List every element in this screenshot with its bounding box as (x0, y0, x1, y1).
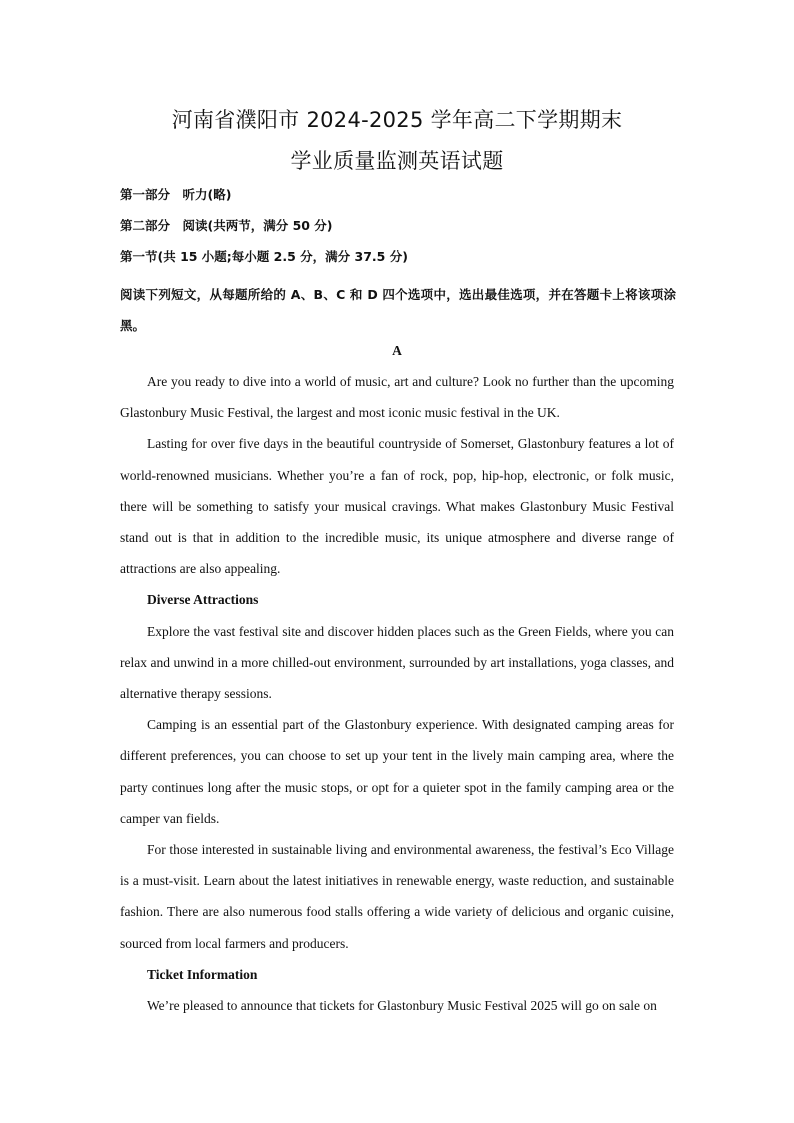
section1-heading: 第一节(共 15 小题;每小题 2.5 分，满分 37.5 分) (120, 249, 408, 264)
part1-heading: 第一部分 听力(略) (120, 187, 232, 202)
exam-title-line2: 学业质量监测英语试题 (290, 149, 504, 173)
reading-instructions: 阅读下列短文，从每题所给的 A、B、C 和 D 四个选项中，选出最佳选项，并在答题卡上将该项涂黑。 (120, 287, 676, 333)
passage-paragraph: Explore the vast festival site and discover hidden places such as the Green Fields, where you can relax and unwind in a more chilled-out environment, surrounded by art installations, yoga classes, and alternative therapy sessions. (120, 623, 674, 702)
section-heading: Ticket Information (147, 966, 258, 982)
section-heading: Diverse Attractions (147, 592, 259, 608)
part2-heading: 第二部分 阅读(共两节，满分 50 分) (120, 218, 333, 233)
passage-paragraph: Are you ready to dive into a world of music, art and culture? Look no further than the upcoming Glastonbury Music Festival, the largest and most iconic music festival in the UK. (120, 374, 674, 421)
passage-paragraph: We’re pleased to announce that tickets for Glastonbury Music Festival 2025 will go on sale on (147, 998, 657, 1014)
passage-paragraph: Lasting for over five days in the beautiful countryside of Somerset, Glastonbury features a lot of world-renowned musicians. Whether you’re a fan of rock, pop, hip-hop, electronic, or folk music, there will be something to satisfy your musical cravings. What makes Glastonbury Music Festival stand out is that in addition to the incredible music, its unique atmosphere and diverse range of attractions are also appealing. (120, 436, 674, 577)
passage-paragraph: For those interested in sustainable living and environmental awareness, the festival’s Eco Village is a must-visit. Learn about the latest initiatives in renewable energy, waste reduction, and sustainable fashion. There are also numerous food stalls offering a wide variety of delicious and organic cuisine, sourced from local farmers and producers. (120, 842, 674, 951)
passage-label: A (392, 343, 402, 358)
passage-paragraph: Camping is an essential part of the Glastonbury experience. With designated camping areas for different preferences, you can choose to set up your tent in the lively main camping area, where the party continues long after the music stops, or opt for a quieter spot in the family camping area or the camper van fields. (120, 717, 674, 826)
exam-title-line1: 河南省濮阳市 2024-2025 学年高二下学期期末 (171, 108, 623, 132)
passage-body (120, 366, 674, 1021)
